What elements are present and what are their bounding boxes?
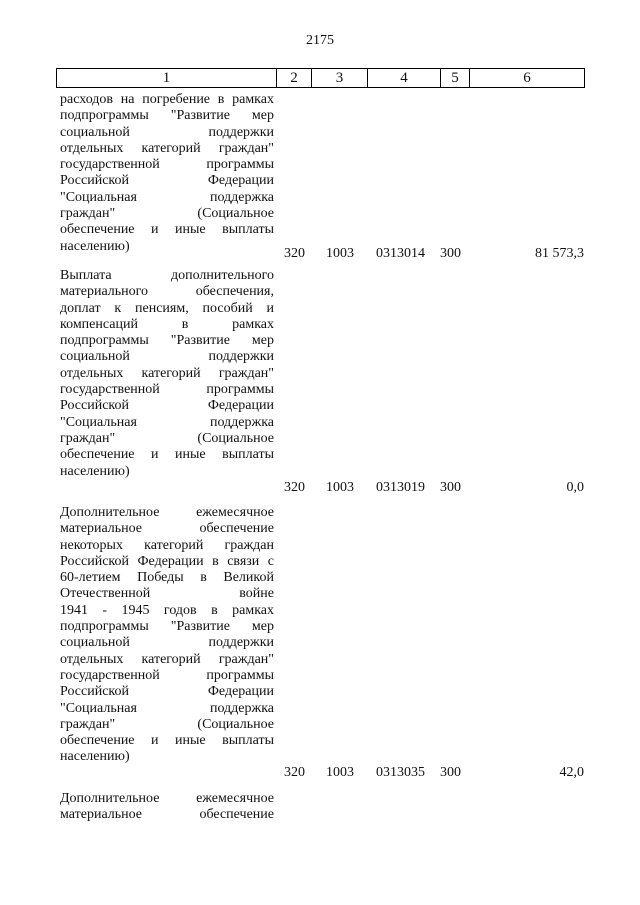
target-article-code: 0313035 xyxy=(376,765,425,780)
admin-code: 320 xyxy=(284,765,305,780)
column-header-4: 4 xyxy=(367,69,440,87)
target-article-code: 0313014 xyxy=(376,246,425,261)
row-description: Дополнительное ежемесячное материальное обеспечение xyxy=(60,791,274,823)
section-code: 1003 xyxy=(326,246,354,261)
column-header-2: 2 xyxy=(276,69,311,87)
column-header-6: 6 xyxy=(469,69,584,87)
column-header-1: 1 xyxy=(162,70,171,86)
column-header-5: 5 xyxy=(440,69,469,87)
page-number: 2175 xyxy=(306,33,334,48)
row-description: Выплата дополнительного материального обеспечения, доплат к пенсиям, пособий и компенсаций в рамках подпрограммы "Развитие мер социальной поддержки отдельных категорий граждан" государственной программы Российской Федерации "Социальная поддержка граждан" (Социальное обеспечение и иные выплаты населению) xyxy=(60,268,274,479)
expense-type-code: 300 xyxy=(440,765,461,780)
row-description: расходов на погребение в рамках подпрограммы "Развитие мер социальной поддержки отдельных категорий граждан" государственной программы Российской Федерации "Социальная поддержка граждан" (Социальное обеспечение и иные выплаты населению) xyxy=(60,92,274,254)
admin-code: 320 xyxy=(284,480,305,495)
row-description: Дополнительное ежемесячное материальное обеспечение некоторых категорий граждан Российской Федерации в связи с 60-летием Победы в Великой Отечественной войне 1941 - 1945 годов в рамках подпрограммы "Развитие мер социальной поддержки отдельных категорий граждан" государственной программы Российской Федерации "Социальная поддержка граждан" (Социальное обеспечение и иные выплаты населению) xyxy=(60,505,274,765)
section-code: 1003 xyxy=(326,765,354,780)
amount: 81 573,3 xyxy=(535,246,584,261)
expense-type-code: 300 xyxy=(440,480,461,495)
target-article-code: 0313019 xyxy=(376,480,425,495)
expense-type-code: 300 xyxy=(440,246,461,261)
table-header xyxy=(56,68,585,88)
column-header-3: 3 xyxy=(311,69,367,87)
admin-code: 320 xyxy=(284,246,305,261)
section-code: 1003 xyxy=(326,480,354,495)
amount: 42,0 xyxy=(559,765,584,780)
amount: 0,0 xyxy=(566,480,584,495)
